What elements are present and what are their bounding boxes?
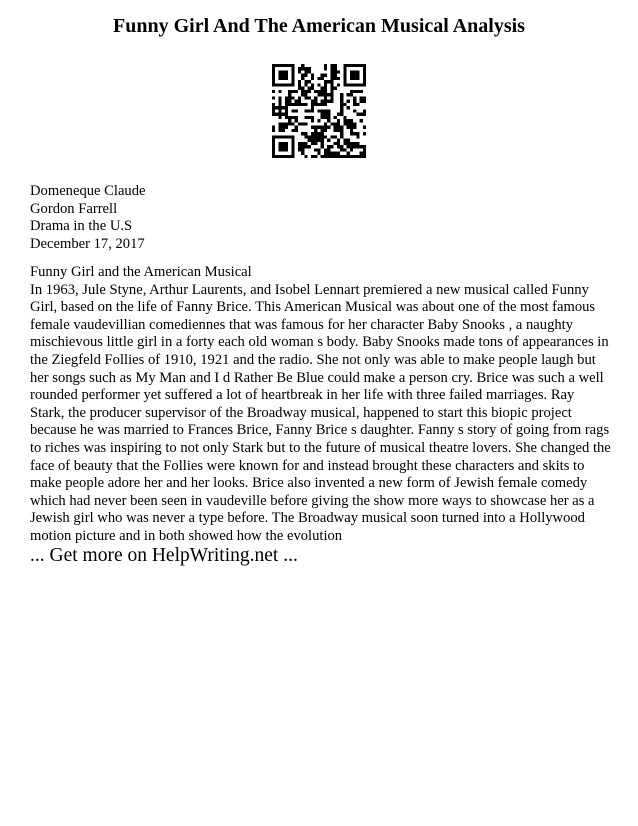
essay-title: Funny Girl and the American Musical	[30, 264, 252, 280]
essay-paragraph: In 1963, Jule Styne, Arthur Laurents, and Isobel Lennart premiered a new musical called Funny Girl, based on the life of Fanny Brice. This American Musical was about one of the most famous female vaudevillian comediennes that was famous for her character Baby Snooks , a naughty mischievous little girl in a forty each old woman s body. Baby Snooks made tons of appearances in the Ziegfeld Follies of 1910, 1921 and the radio. She not only was able to make people laugh but her songs such as My Man and I d Rather Be Blue could make a person cry. Brice was such a well rounded performer yet suffered a lot of heartbreak in her life with three failed marriages. Ray Stark, the producer supervisor of the Broadway musical, happened to start this biopic project because he was married to Frances Brice, Fanny Brice s daughter. Fanny s story of going from rags to riches was inspiring to not only Stark but to the future of musical theatre lovers. She changed the face of beauty that the Follies were known for and instead brought these characters and skits to make people adore her and her looks. Brice also invented a new form of Jewish female comedy which had never been seen in vaudeville before giving the show more ways to showcase her as a Jewish girl who was never a type before. The Broadway musical soon turned into a Hollywood motion picture and in both showed how the evolution	[30, 281, 611, 544]
qr-code-icon	[272, 64, 366, 158]
essay-body	[30, 264, 612, 546]
course-name: Drama in the U.S	[30, 218, 133, 235]
instructor-name: Gordon Farrell	[30, 200, 118, 217]
author-name: Domeneque Claude	[30, 183, 146, 199]
get-more-link[interactable]: ... Get more on HelpWriting.net ...	[30, 545, 298, 566]
essay-date: December 17, 2017	[30, 235, 145, 252]
author-info-block	[30, 183, 146, 253]
document-title: Funny Girl And The American Musical Analysis	[113, 15, 525, 37]
